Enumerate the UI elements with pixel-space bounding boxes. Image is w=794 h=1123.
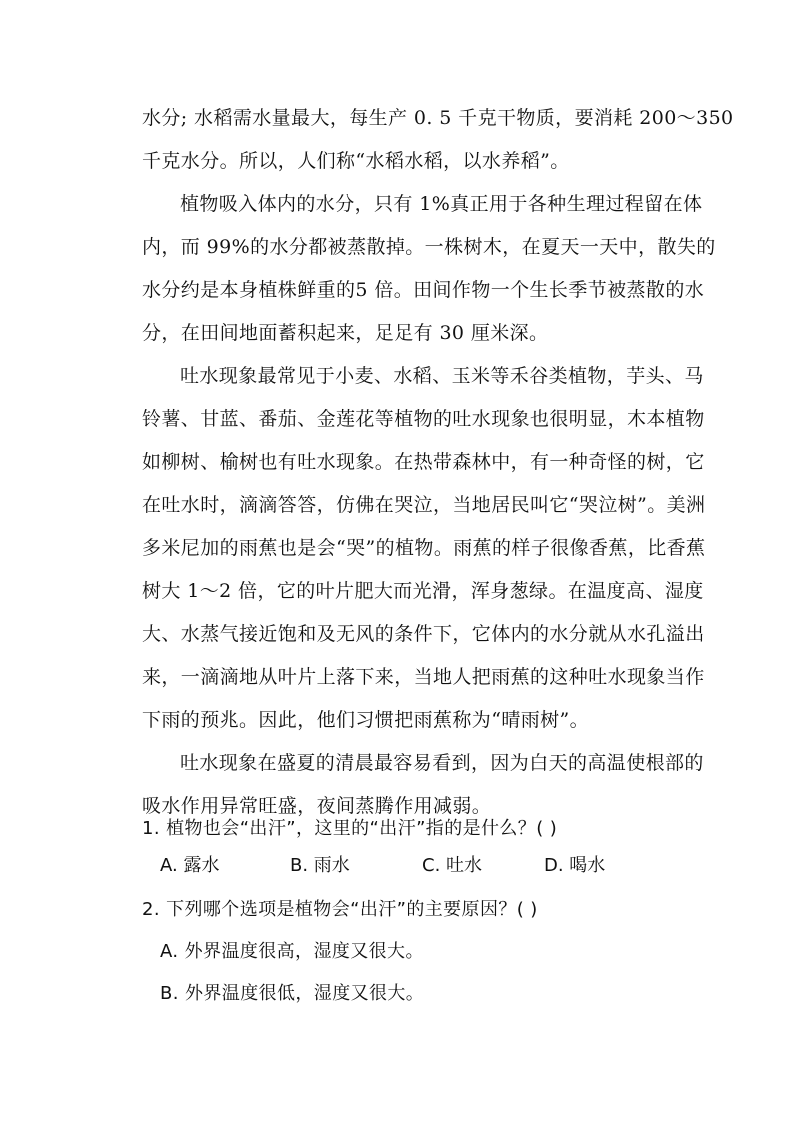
passage-line: 树大 1～2 倍，它的叶片肥大而光滑，浑身葱绿。在温度高、湿度 bbox=[142, 580, 704, 602]
passage-line: 植物吸入体内的水分，只有 1%真正用于各种生理过程留在体 bbox=[180, 193, 703, 215]
passage-line: 千克水分。所以，人们称“水稻水稻，以水养稻”。 bbox=[142, 150, 570, 172]
question-1-option-a[interactable]: A. 露水 bbox=[160, 855, 220, 876]
question-1-option-d[interactable]: D. 喝水 bbox=[544, 855, 606, 876]
passage-line: 水分约是本身植株鲜重的5 倍。田间作物一个生长季节被蒸散的水 bbox=[142, 279, 705, 301]
passage-line: 多米尼加的雨蕉也是会“哭”的植物。雨蕉的样子很像香蕉，比香蕉 bbox=[142, 537, 706, 559]
passage-line: 下雨的预兆。因此，他们习惯把雨蕉称为“晴雨树”。 bbox=[142, 709, 590, 731]
passage-line: 铃薯、甘蓝、番茄、金莲花等植物的吐水现象也很明显，木本植物 bbox=[142, 408, 705, 430]
question-1-option-b[interactable]: B. 雨水 bbox=[290, 855, 350, 876]
question-2-option-a[interactable]: A. 外界温度很高，湿度又很大。 bbox=[160, 941, 424, 962]
passage-line: 吸水作用异常旺盛，夜间蒸腾作用减弱。 bbox=[142, 795, 492, 817]
question-2-option-b[interactable]: B. 外界温度很低，湿度又很大。 bbox=[160, 983, 425, 1004]
passage-line: 如柳树、榆树也有吐水现象。在热带森林中，有一种奇怪的树，它 bbox=[142, 451, 705, 473]
passage-line: 内，而 99%的水分都被蒸散掉。一株树木，在夏天一天中，散失的 bbox=[142, 236, 716, 258]
question-1-option-c[interactable]: C. 吐水 bbox=[422, 855, 483, 876]
question-1-options bbox=[160, 852, 680, 880]
passage-line: 大、水蒸气接近饱和及无风的条件下，它体内的水分就从水孔溢出 bbox=[142, 623, 705, 645]
passage-line: 吐水现象最常见于小麦、水稻、玉米等禾谷类植物，芋头、马 bbox=[180, 365, 704, 387]
question-1-stem: 1. 植物也会“出汗”，这里的“出汗”指的是什么？( ) bbox=[142, 818, 558, 839]
question-2-stem: 2. 下列哪个选项是植物会“出汗”的主要原因？( ) bbox=[142, 899, 538, 920]
passage-line: 来，一滴滴地从叶片上落下来，当地人把雨蕉的这种吐水现象当作 bbox=[142, 666, 705, 688]
passage-line: 吐水现象在盛夏的清晨最容易看到，因为白天的高温使根部的 bbox=[180, 752, 704, 774]
passage-line: 在吐水时，滴滴答答，仿佛在哭泣，当地居民叫它“哭泣树”。美洲 bbox=[142, 494, 706, 516]
passage-line: 分，在田间地面蓄积起来，足足有 30 厘米深。 bbox=[142, 322, 549, 344]
passage-line: 水分; 水稻需水量最大，每生产 0. 5 千克干物质，要消耗 200～350 bbox=[142, 107, 734, 129]
